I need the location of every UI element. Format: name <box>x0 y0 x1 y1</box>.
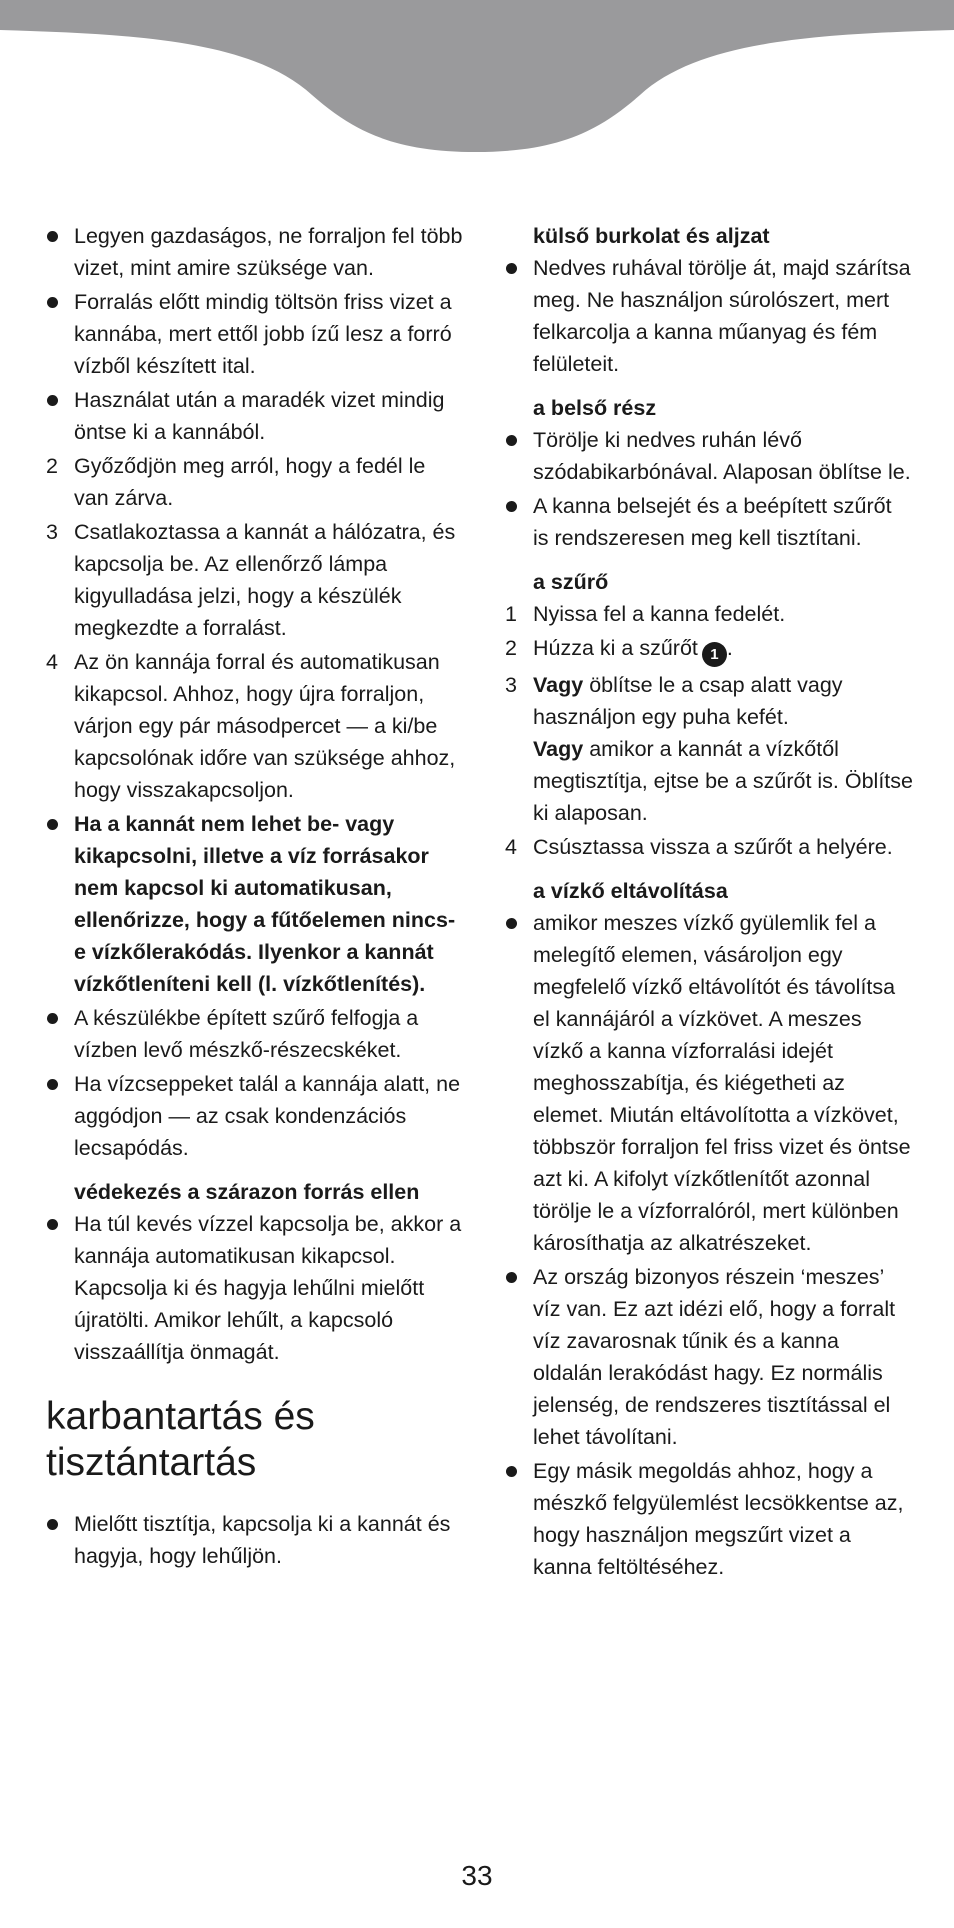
numbered-step: 4 Csúsztassa vissza a szűrőt a helyére. <box>503 831 913 863</box>
list-item: Legyen gazdaságos, ne forraljon fel több vizet, mint amire szüksége van. <box>44 220 464 284</box>
section-title: karbantartás és tisztántartás <box>46 1395 315 1484</box>
list-item: A kanna belsejét és a beépített szűrőt is rendszeresen meg kell tisztítani. <box>503 490 913 554</box>
step-number: 3 <box>46 520 58 544</box>
list-item: Törölje ki nedves ruhán lévő szódabikarbónával. Alaposan öblítse le. <box>503 424 913 488</box>
header-wave-band <box>0 0 954 160</box>
list-item: Ha vízcseppeket talál a kannája alatt, ne aggódjon — az csak kondenzációs lecsapódás. <box>44 1068 464 1164</box>
dry-boil-heading: védekezés a szárazon forrás ellen <box>74 1180 420 1204</box>
list-item: Egy másik megoldás ahhoz, hogy a mészkő felgyülemlést lecsökkentse az, hogy használjon megszűrt vizet a kanna feltöltéséhez. <box>503 1455 913 1583</box>
inside-heading: a belső rész <box>533 396 657 420</box>
list-item: amikor meszes vízkő gyülemlik fel a melegítő elemen, vásároljon egy megfelelő vízkő eltávolítót és távolítsa el kannájáról a vízkövet. A meszes vízkő a kanna vízforralási idejét meghosszabítja, és kiégetheti az elemet. Miután eltávolította a vízkövet, többször forraljon fel friss vizet és öntse azt ki. A kifolyt vízkőtlenítőt azonnal törölje le a vízforralóról, mert különben károsíthatja az alkatrészeket. <box>503 907 913 1259</box>
numbered-step: 3 Vagy öblítse le a csap alatt vagy használjon egy puha kefét. Vagy amikor a kannát a vízkőtől megtisztítja, ejtse be a szűrőt is. Öblítse ki alaposan. <box>503 669 913 829</box>
bullet-icon <box>506 1466 517 1477</box>
list-item: Az ország bizonyos részein ‘meszes’ víz van. Ez azt idézi elő, hogy a forralt víz zavarosnak tűnik és a kanna oldalán lerakódást hagy. Ez normális jelenség, de rendszeres tisztítással el lehet távolítani. <box>503 1261 913 1453</box>
step-number: 4 <box>505 835 517 859</box>
list-item: A készülékbe épített szűrő felfogja a vízben levő mészkő-részecskéket. <box>44 1002 464 1066</box>
bullet-icon <box>47 297 58 308</box>
numbered-step: 2 Húzza ki a szűrőt 1 . <box>503 632 913 667</box>
bullet-icon <box>506 263 517 274</box>
numbered-step: 4 Az ön kannája forral és automatikusan kikapcsol. Ahhoz, hogy újra forraljon, várjon egy pár másodpercet — a ki/be kapcsolónak időre van szüksége ahhoz, hogy visszakapcsoljon. <box>44 646 464 806</box>
bullet-icon <box>47 231 58 242</box>
bullet-icon <box>47 1079 58 1090</box>
bullet-icon <box>47 1013 58 1024</box>
step-number: 4 <box>46 650 58 674</box>
bullet-icon <box>506 1272 517 1283</box>
outer-casing-heading: külső burkolat és aljzat <box>533 224 770 248</box>
page-number: 33 <box>461 1860 493 1891</box>
bullet-icon <box>506 435 517 446</box>
list-item: Ha túl kevés vízzel kapcsolja be, akkor a kannája automatikusan kikapcsol. Kapcsolja ki és hagyja lehűlni mielőtt újratölti. Amikor lehűlt, a kapcsoló visszaállítja önmagát. <box>44 1208 464 1368</box>
left-column <box>44 220 464 1574</box>
list-item: Használat után a maradék vizet mindig öntse ki a kannából. <box>44 384 464 448</box>
bullet-icon <box>47 819 58 830</box>
bullet-icon <box>506 918 517 929</box>
numbered-step: 3 Csatlakoztassa a kannát a hálózatra, és kapcsolja be. Az ellenőrző lámpa kigyulladása jelzi, hogy a készülék megkezdte a forralást. <box>44 516 464 644</box>
bullet-icon <box>47 1519 58 1530</box>
figure-1-badge-icon: 1 <box>702 642 727 667</box>
list-item: Forralás előtt mindig töltsön friss vizet a kannába, mert ettől jobb ízű lesz a forró vízből készített ital. <box>44 286 464 382</box>
bullet-icon <box>47 395 58 406</box>
step-number: 2 <box>46 454 58 478</box>
right-column <box>503 220 913 1585</box>
step-number: 3 <box>505 673 517 697</box>
warning-item: Ha a kannát nem lehet be- vagy kikapcsolni, illetve a víz forrásakor nem kapcsol ki automatikusan, ellenőrizze, hogy a fűtőelemen nincs-e vízkőlerakódás. Ilyenkor a kannát vízkőtleníteni kell (l. vízkőtlenítés). <box>44 808 464 1000</box>
step-number: 2 <box>505 636 517 660</box>
numbered-step: 2 Győződjön meg arról, hogy a fedél le van zárva. <box>44 450 464 514</box>
filter-heading: a szűrő <box>533 570 609 594</box>
list-item: Nedves ruhával törölje át, majd szárítsa meg. Ne használjon súrolószert, mert felkarcolja a kanna műanyag és fém felületeit. <box>503 252 913 380</box>
list-item: Mielőtt tisztítja, kapcsolja ki a kannát és hagyja, hogy lehűljön. <box>44 1508 464 1572</box>
numbered-step: 1 Nyissa fel a kanna fedelét. <box>503 598 913 630</box>
bullet-icon <box>506 501 517 512</box>
step-number: 1 <box>505 602 517 626</box>
descaling-heading: a vízkő eltávolítása <box>533 879 728 903</box>
bullet-icon <box>47 1219 58 1230</box>
